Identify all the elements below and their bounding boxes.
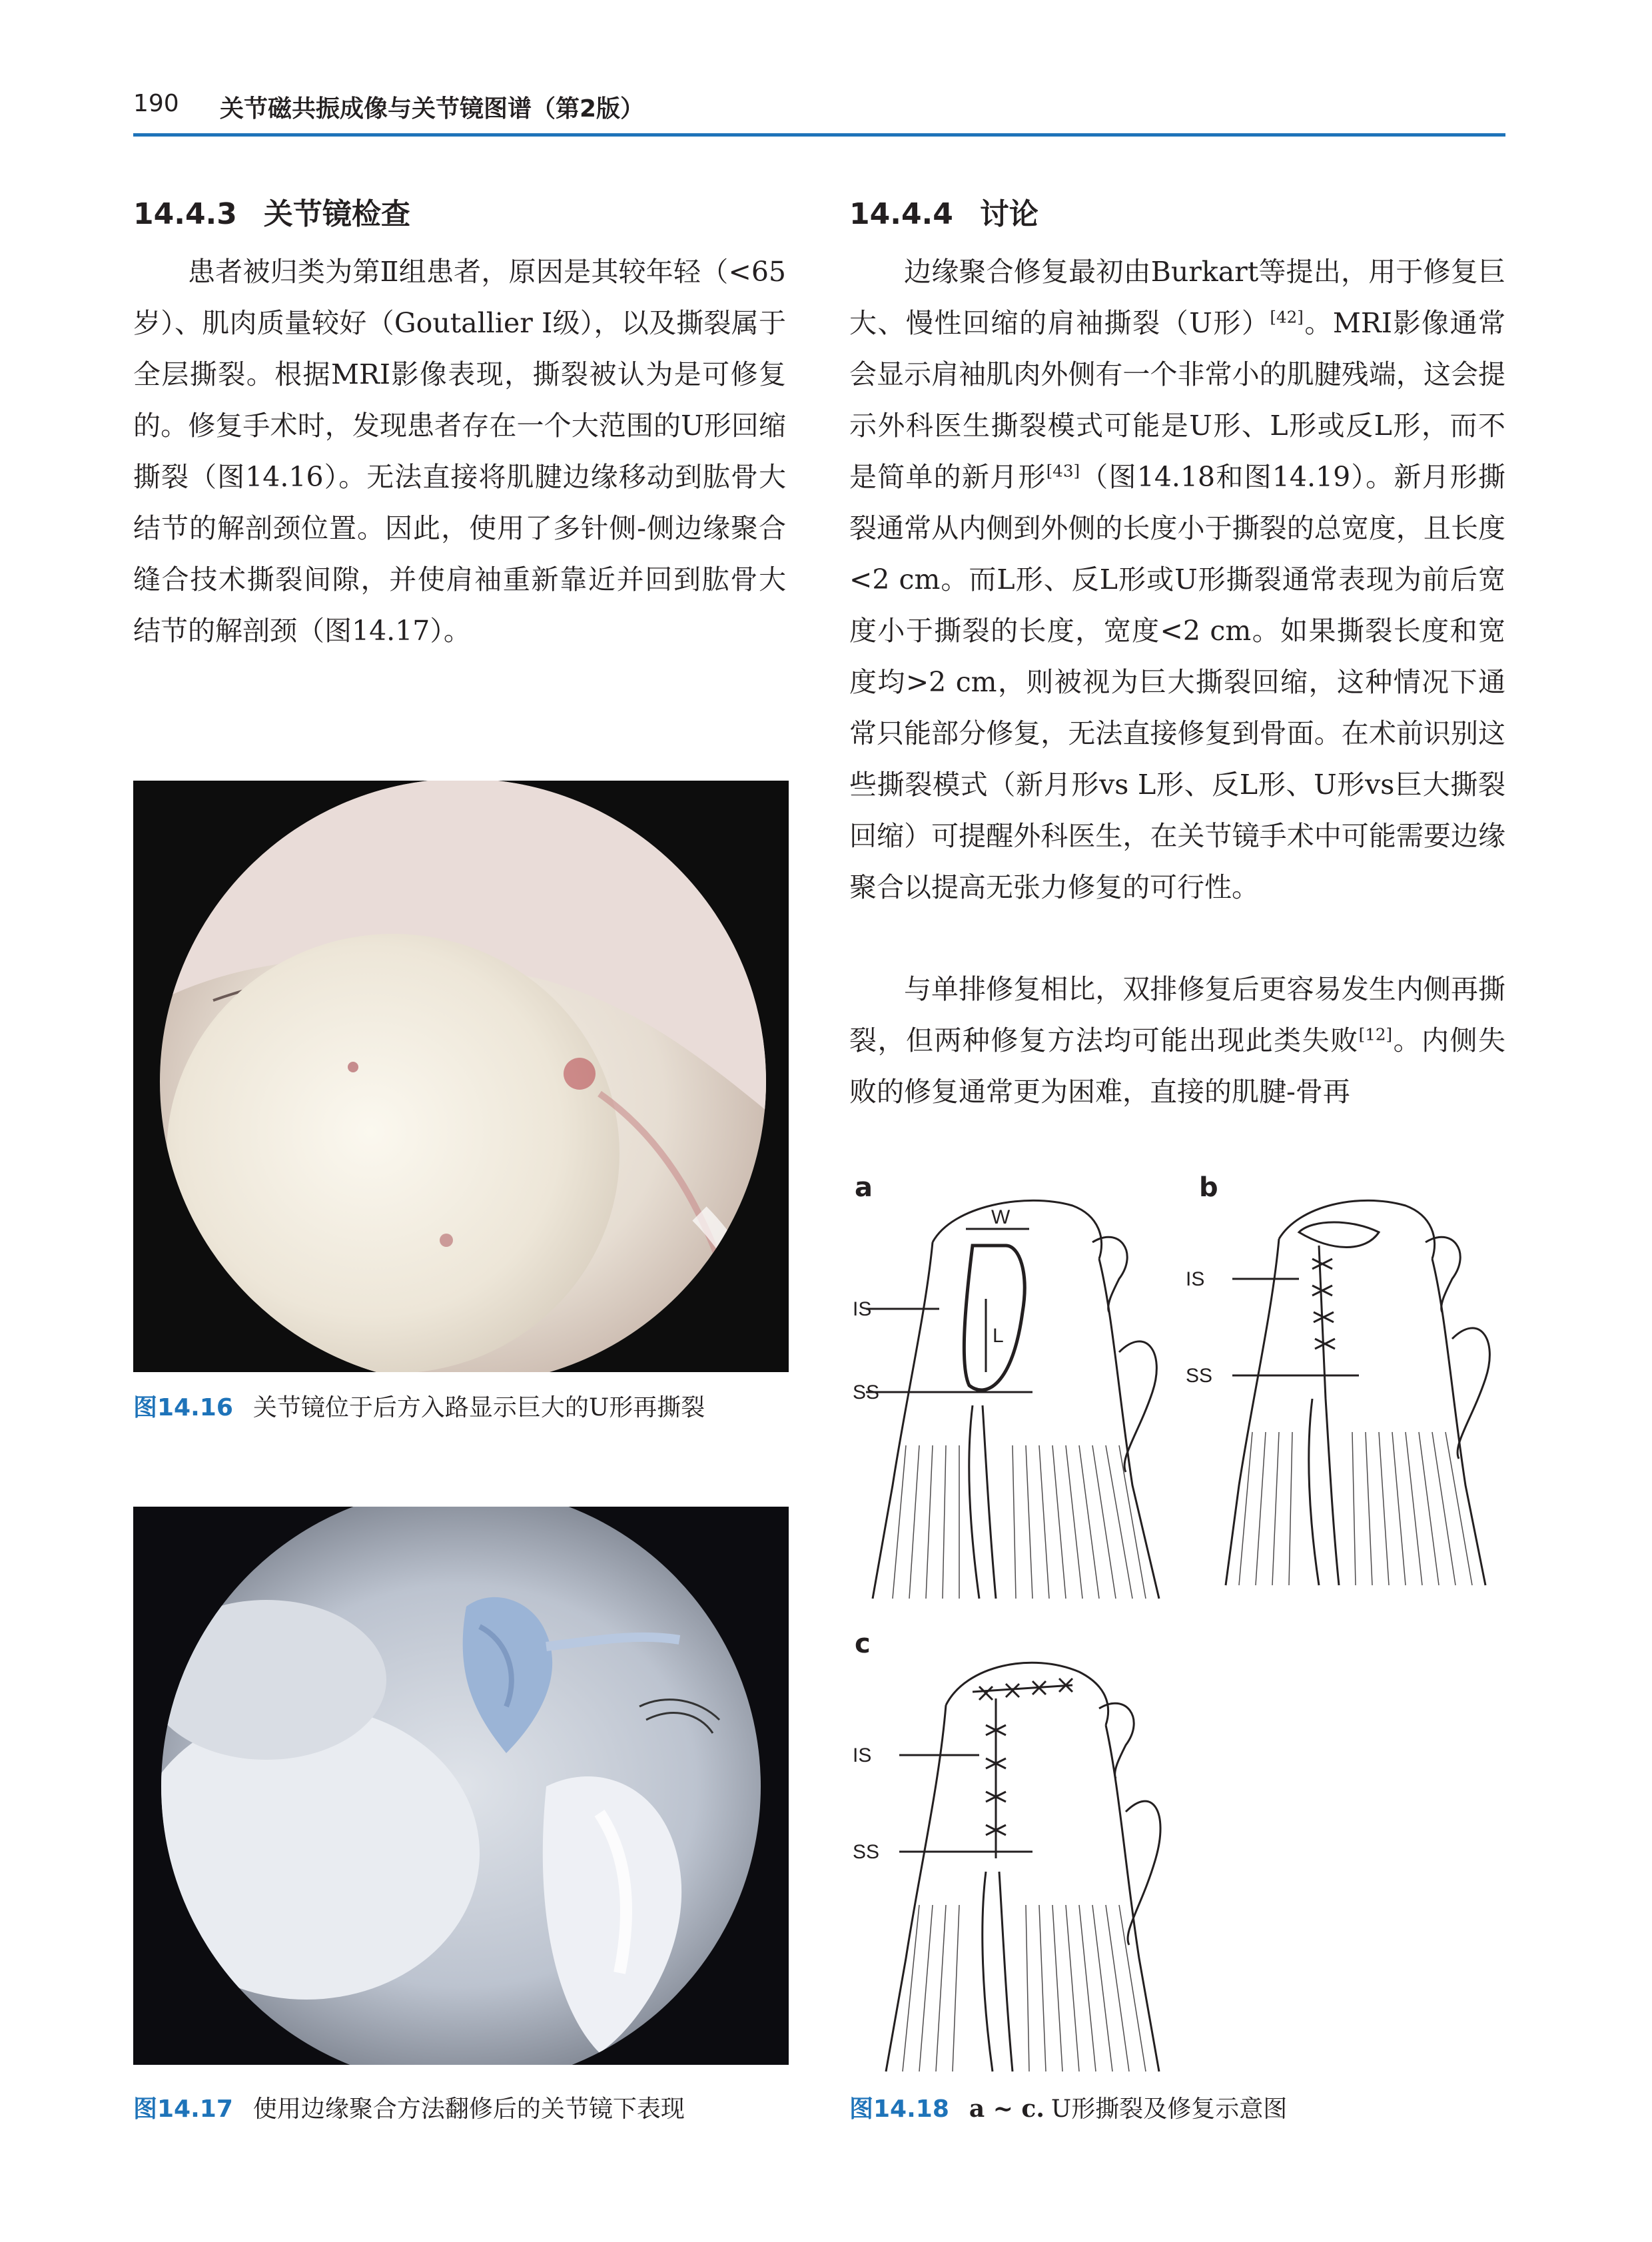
- label-w: W: [991, 1206, 1011, 1228]
- diagram-panel-b: [1186, 1179, 1505, 1592]
- section-title: 关节镜检查: [263, 197, 410, 231]
- section-heading-right: [849, 190, 1038, 232]
- panel-letter-c: c: [855, 1629, 871, 1659]
- caption-subpanels: a ~ c.: [969, 2095, 1044, 2123]
- citation: [12]: [1358, 1024, 1393, 1044]
- caption-14-18: [849, 2090, 1287, 2124]
- paragraph-discussion-1: 边缘聚合修复最初由Burkart等提出，用于修复巨大、慢性回缩的肩袖撕裂（U形）[42]。MRI影像通常会显示肩袖肌肉外侧有一个非常小的肌腱残端，这会提示外科医生撕裂模式可能是U形、L形或反L形，而不是简单的新月形[43]（图14.18和图14.19）。新月形撕裂通常从内侧到外侧的长度小于撕裂的总宽度，且长度<2 cm。而L形、反L形或U形撕裂通常表现为前后宽度小于撕裂的长度，宽度<2 cm。如果撕裂长度和宽度均>2 cm，则被视为巨大撕裂回缩，这种情况下通常只能部分修复，无法直接修复到骨面。在术前识别这些撕裂模式（新月形vs L形、反L形、U形vs巨大撕裂回缩）可提醒外科医生，在关节镜手术中可能需要边缘聚合以提高无张力修复的可行性。: [849, 256, 1506, 903]
- figure-label: 图14.17: [133, 2095, 233, 2123]
- section-number: 14.4.3: [133, 197, 237, 231]
- figure-label: 图14.16: [133, 1394, 233, 1421]
- diagram-panel-c: [853, 1639, 1172, 2078]
- header-rule: [133, 133, 1505, 137]
- citation: [43]: [1046, 461, 1080, 481]
- citation: [42]: [1270, 307, 1304, 327]
- arthroscopy-image: [133, 1507, 789, 2065]
- panel-letter-a: a: [855, 1172, 873, 1203]
- paragraph-arthroscopy: 患者被归类为第Ⅱ组患者，原因是其较年轻（<65岁）、肌肉质量较好（Goutallier Ⅰ级），以及撕裂属于全层撕裂。根据MRI影像表现，撕裂被认为是可修复的。修复手术时，发现患者存在一个大范围的U形回缩撕裂（图14.16）。无法直接将肌腱边缘移动到肱骨大结节的解剖颈位置。因此，使用了多针侧-侧边缘聚合缝合技术撕裂间隙，并使肩袖重新靠近并回到肱骨大结节的解剖颈（图14.17）。: [133, 256, 786, 647]
- panel-letter-b: b: [1199, 1172, 1218, 1203]
- arthroscopy-image: [133, 781, 789, 1372]
- label-is: IS: [853, 1744, 872, 1766]
- caption-text: U形撕裂及修复示意图: [1050, 2095, 1288, 2123]
- section-number: 14.4.4: [849, 197, 953, 231]
- running-title: 关节磁共振成像与关节镜图谱（第2版）: [220, 95, 645, 123]
- label-ss: SS: [1186, 1365, 1213, 1387]
- arthroscopy-photo-14-16: [133, 781, 789, 1372]
- label-is: IS: [1186, 1268, 1205, 1290]
- label-ss: SS: [853, 1381, 880, 1403]
- label-l: L: [993, 1325, 1004, 1347]
- caption-14-17: [133, 2090, 685, 2124]
- figure-label: 图14.18: [849, 2095, 949, 2123]
- page-number: 190: [133, 90, 179, 117]
- paragraph-discussion-2: 与单排修复相比，双排修复后更容易发生内侧再撕裂，但两种修复方法均可能出现此类失败[12]。内侧失败的修复通常更为困难，直接的肌腱-骨再: [849, 973, 1506, 1108]
- label-is: IS: [853, 1298, 872, 1320]
- section-heading-left: [133, 190, 410, 232]
- section-title: 讨论: [979, 197, 1038, 231]
- caption-text: 使用边缘聚合方法翻修后的关节镜下表现: [252, 2095, 685, 2123]
- arthroscopy-photo-14-17: [133, 1507, 789, 2065]
- caption-14-16: [133, 1389, 705, 1423]
- caption-text: 关节镜位于后方入路显示巨大的U形再撕裂: [252, 1394, 705, 1421]
- diagram-panel-a: [853, 1179, 1172, 1605]
- label-ss: SS: [853, 1841, 880, 1863]
